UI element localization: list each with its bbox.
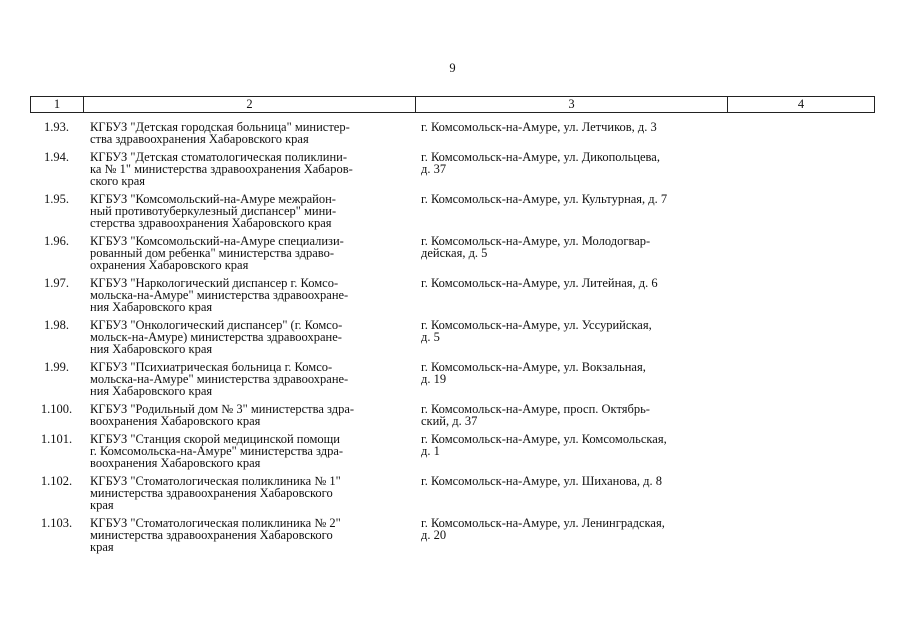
table-row <box>30 517 875 553</box>
row-number: 1.97. <box>44 276 69 290</box>
row-number: 1.96. <box>44 234 69 248</box>
institution-name: КГБУЗ "Психиатрическая больница г. Комсо- мольска-на-Амуре" министерства здравоохране- ния Хабаровского края <box>90 360 349 398</box>
institution-name: КГБУЗ "Стоматологическая поликлиника № 2" министерства здравоохранения Хабаровского края <box>90 516 341 554</box>
institution-address: г. Комсомольск-на-Амуре, ул. Дикопольцева, д. 37 <box>421 150 660 176</box>
table-row <box>30 403 875 427</box>
institution-address: г. Комсомольск-на-Амуре, ул. Шиханова, д. 8 <box>421 474 662 488</box>
header-col-3: 3 <box>416 97 728 112</box>
row-number: 1.100. <box>40 402 73 416</box>
institution-address: г. Комсомольск-на-Амуре, ул. Уссурийская, д. 5 <box>421 318 652 344</box>
note-cell <box>727 319 873 355</box>
note-cell <box>727 475 873 511</box>
institution-name: КГБУЗ "Родильный дом № 3" министерства здра- воохранения Хабаровского края <box>90 402 355 428</box>
institution-name: КГБУЗ "Станция скорой медицинской помощи г. Комсомольска-на-Амуре" министерства здра- воохранения Хабаровского края <box>90 432 344 470</box>
institution-address: г. Комсомольск-на-Амуре, ул. Молодогвар- дейская, д. 5 <box>421 234 651 260</box>
header-col-1: 1 <box>31 97 84 112</box>
note-cell <box>727 151 873 187</box>
row-number: 1.101. <box>40 432 73 446</box>
table-row <box>30 121 875 145</box>
institution-address: г. Комсомольск-на-Амуре, просп. Октябрь- ский, д. 37 <box>421 402 650 428</box>
row-number: 1.99. <box>44 360 69 374</box>
institution-name: КГБУЗ "Детская стоматологическая поликлини- ка № 1" министерства здравоохранения Хабаров- ского края <box>90 150 353 188</box>
note-cell <box>727 193 873 229</box>
institution-address: г. Комсомольск-на-Амуре, ул. Культурная, д. 7 <box>421 192 668 206</box>
table-row <box>30 235 875 271</box>
table-row <box>30 277 875 313</box>
institution-name: КГБУЗ "Онкологический диспансер" (г. Комсо- мольск-на-Амуре) министерства здравоохране- ния Хабаровского края <box>90 318 343 356</box>
note-cell <box>727 433 873 469</box>
header-col-4: 4 <box>797 97 805 111</box>
page-number: 9 <box>449 61 456 75</box>
table-row <box>30 361 875 397</box>
table-row <box>30 475 875 511</box>
table-row <box>30 151 875 187</box>
row-number: 1.94. <box>44 150 69 164</box>
row-number: 1.102. <box>40 474 73 488</box>
institution-address: г. Комсомольск-на-Амуре, ул. Комсомольская, д. 1 <box>421 432 667 458</box>
institution-name: КГБУЗ "Комсомольский-на-Амуре межрайон- ный противотуберкулезный диспансер" мини- стерства здравоохранения Хабаровского края <box>90 192 337 230</box>
table-row <box>30 319 875 355</box>
note-cell <box>727 361 873 397</box>
note-cell <box>727 403 873 427</box>
row-number: 1.95. <box>44 192 69 206</box>
header-col-2: 2 <box>84 97 416 112</box>
row-number: 1.98. <box>44 318 69 332</box>
note-cell <box>727 277 873 313</box>
note-cell <box>727 517 873 553</box>
institution-name: КГБУЗ "Стоматологическая поликлиника № 1" министерства здравоохранения Хабаровского края <box>90 474 341 512</box>
table-row <box>30 193 875 229</box>
row-number: 1.103. <box>40 516 73 530</box>
institution-address: г. Комсомольск-на-Амуре, ул. Ленинградская, д. 20 <box>421 516 665 542</box>
row-number: 1.93. <box>44 120 69 134</box>
institution-address: г. Комсомольск-на-Амуре, ул. Вокзальная, д. 19 <box>421 360 646 386</box>
table-body <box>30 121 875 559</box>
table-row <box>30 433 875 469</box>
note-cell <box>727 235 873 271</box>
institution-name: КГБУЗ "Комсомольский-на-Амуре специализи- рованный дом ребенка" министерства здраво- охранения Хабаровского края <box>90 234 344 272</box>
table-header <box>30 96 875 113</box>
institution-name: КГБУЗ "Наркологический диспансер г. Комсо- мольска-на-Амуре" министерства здравоохране- ния Хабаровского края <box>90 276 349 314</box>
note-cell <box>727 121 873 145</box>
institution-name: КГБУЗ "Детская городская больница" министер- ства здравоохранения Хабаровского края <box>90 120 350 146</box>
institution-address: г. Комсомольск-на-Амуре, ул. Литейная, д. 6 <box>421 276 658 290</box>
institution-address: г. Комсомольск-на-Амуре, ул. Летчиков, д. 3 <box>421 120 657 134</box>
